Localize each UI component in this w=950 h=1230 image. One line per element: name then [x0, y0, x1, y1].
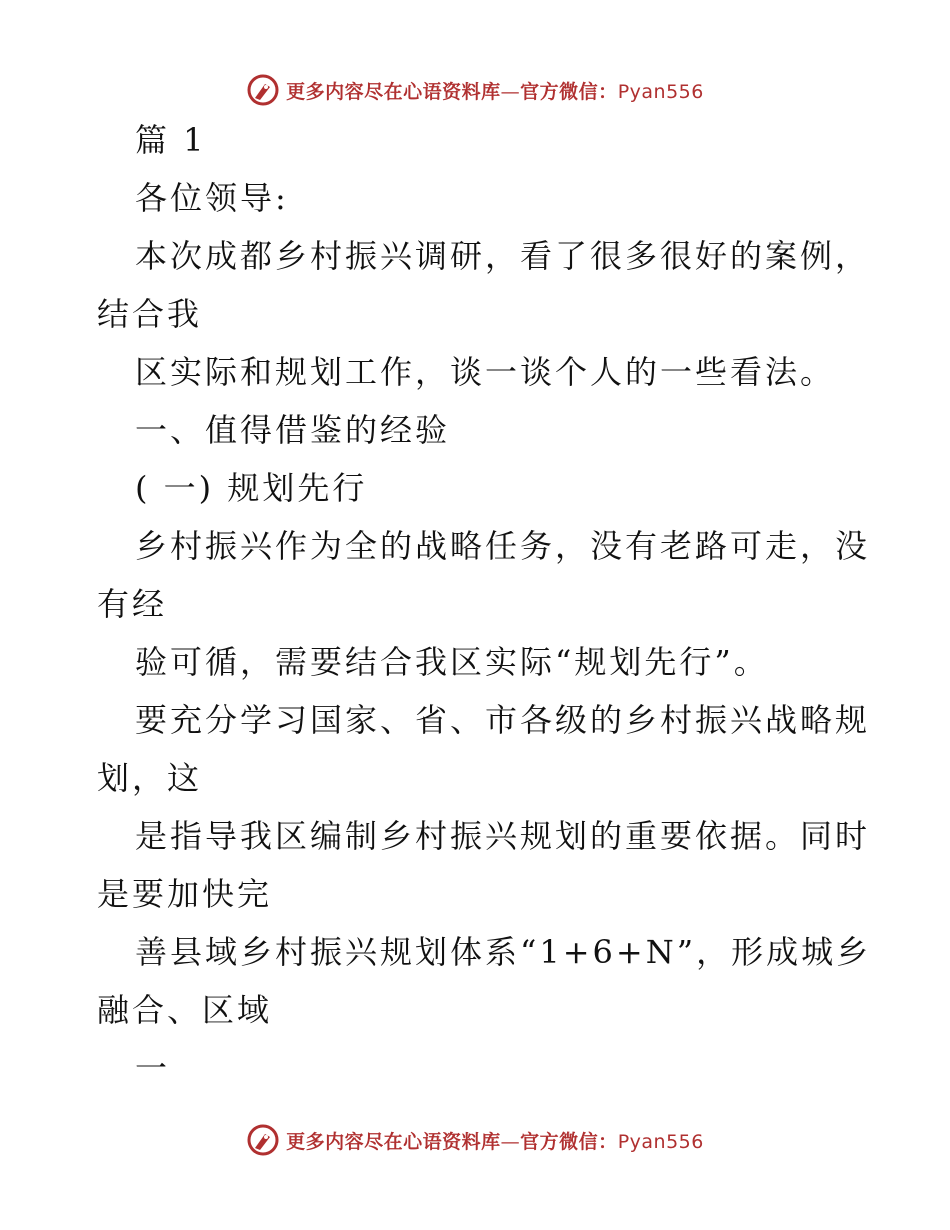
paragraph-line: 区实际和规划工作，谈一谈个人的一些看法。: [135, 353, 836, 391]
section-number: 篇 1: [135, 121, 207, 159]
heading-level-2: ( 一) 规划先行: [135, 469, 368, 507]
paragraph-line: 是指导我区编制乡村振兴规划的重要依据。同时: [135, 817, 871, 855]
paragraph-line: 有经: [97, 585, 168, 623]
pen-nib-circle-icon: [246, 73, 280, 107]
paragraph-line: 是要加快完: [97, 875, 273, 913]
watermark-text: 更多内容尽在心语资料库—官方微信：Pyan556: [286, 1130, 704, 1153]
paragraph-line: 善县域乡村振兴规划体系“1+6+N”，形成城乡: [135, 933, 872, 971]
header-watermark: [0, 70, 950, 110]
paragraph-line: 本次成都乡村振兴调研，看了很多很好的案例，: [135, 237, 871, 275]
document-body: [97, 120, 872, 1106]
paragraph-line: 融合、区域: [97, 991, 273, 1029]
paragraph-line: 要充分学习国家、省、市各级的乡村振兴战略规: [135, 701, 871, 739]
heading-level-1: 一、值得借鉴的经验: [135, 411, 451, 449]
footer-watermark: [0, 1120, 950, 1160]
watermark-text: 更多内容尽在心语资料库—官方微信：Pyan556: [286, 80, 704, 103]
pen-nib-circle-icon: [246, 1123, 280, 1157]
salutation: 各位领导:: [135, 179, 289, 217]
paragraph-line: 验可循，需要结合我区实际“规划先行”。: [135, 643, 769, 681]
paragraph-line: 划，这: [97, 759, 203, 797]
page-footer-dash: 一: [135, 1049, 171, 1087]
paragraph-line: 结合我: [97, 295, 203, 333]
paragraph-line: 乡村振兴作为全的战略任务，没有老路可走，没: [135, 527, 871, 565]
